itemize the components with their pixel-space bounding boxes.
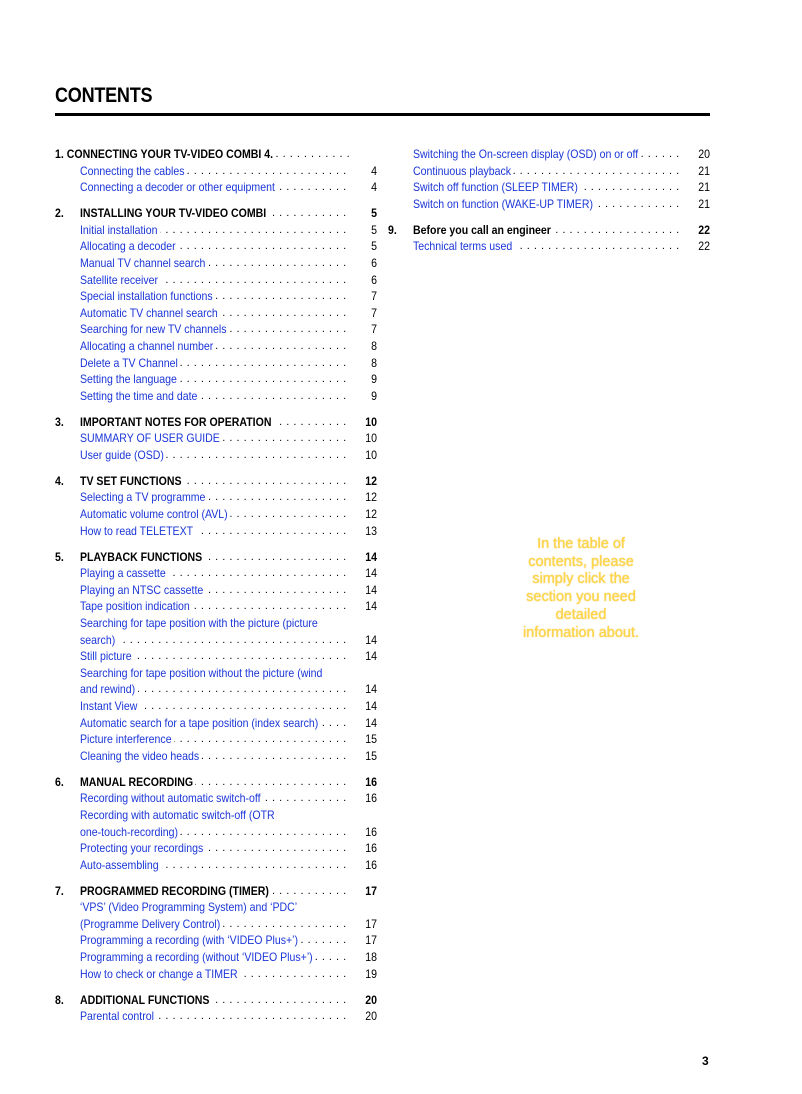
entry-page-number: 18: [358, 949, 377, 966]
entry-leader: [80, 615, 377, 632]
entry-page-number: 6: [358, 272, 377, 289]
entry-title[interactable]: Programming a recording (with ‘VIDEO Plus+’): [80, 932, 301, 949]
entry-leader: [80, 582, 377, 599]
entry-page-number: 5: [358, 238, 377, 255]
entry-leader: [80, 916, 377, 933]
entry-title[interactable]: Still picture: [80, 648, 134, 665]
section-number: 2.: [55, 206, 64, 221]
entry-page-number: 14: [358, 582, 377, 599]
entry-leader: [80, 840, 377, 857]
entry-page-number: 7: [358, 321, 377, 338]
section-number: 3.: [55, 414, 64, 429]
section-heading[interactable]: [55, 473, 377, 490]
entry-page-number: 17: [358, 883, 377, 900]
entry-leader: [80, 790, 377, 807]
entry-page-number: 8: [358, 338, 377, 355]
section-number: 5.: [55, 549, 64, 564]
entry-title[interactable]: Automatic TV channel search: [80, 305, 220, 322]
toc-entry[interactable]: [55, 305, 377, 322]
entry-leader: [80, 807, 377, 824]
entry-page-number: 14: [358, 681, 377, 698]
entry-page-number: 16: [358, 824, 377, 841]
entry-page-number: 14: [358, 648, 377, 665]
page-number: 3: [702, 1054, 709, 1068]
entry-page-number: 12: [358, 473, 377, 490]
entry-title[interactable]: PROGRAMMED RECORDING (TIMER): [80, 883, 272, 900]
entry-leader: [80, 447, 377, 464]
toc-entry[interactable]: [55, 665, 377, 682]
entry-leader: [80, 288, 377, 305]
entry-page-number: 4: [358, 179, 377, 196]
entry-leader: [80, 932, 377, 949]
entry-page-number: 12: [358, 506, 377, 523]
entry-title[interactable]: search): [80, 632, 118, 649]
toc-entry[interactable]: [55, 966, 377, 983]
toc-entry[interactable]: [55, 932, 377, 949]
toc-entry[interactable]: [55, 790, 377, 807]
entry-leader: [413, 222, 710, 239]
entry-title[interactable]: Playing an NTSC cassette: [80, 582, 206, 599]
entry-title[interactable]: Setting the language: [80, 371, 180, 388]
contents-left-column: [55, 146, 377, 1025]
contents-right-column: [388, 146, 710, 255]
entry-page-number: 16: [358, 774, 377, 791]
entry-leader: [80, 305, 377, 322]
entry-title[interactable]: Connecting a decoder or other equipment: [80, 179, 278, 196]
entry-leader: [55, 146, 377, 163]
section-heading[interactable]: [55, 549, 377, 566]
entry-title[interactable]: Searching for tape position with the picture (picture: [80, 615, 320, 632]
entry-title[interactable]: Setting the time and date: [80, 388, 200, 405]
entry-page-number: 20: [691, 146, 710, 163]
entry-page-number: 14: [358, 632, 377, 649]
entry-page-number: 14: [358, 598, 377, 615]
entry-title[interactable]: Switch off function (SLEEP TIMER): [413, 179, 581, 196]
toc-entry[interactable]: [388, 196, 710, 213]
toc-entry[interactable]: [55, 949, 377, 966]
entry-title[interactable]: SUMMARY OF USER GUIDE: [80, 430, 222, 447]
entry-page-number: 9: [358, 371, 377, 388]
toc-entry[interactable]: [55, 238, 377, 255]
toc-entry[interactable]: [55, 1008, 377, 1025]
entry-page-number: 21: [691, 196, 710, 213]
section-heading[interactable]: [55, 414, 377, 431]
toc-entry[interactable]: [55, 632, 377, 649]
section-number: 4.: [55, 473, 64, 488]
toc-entry[interactable]: [55, 288, 377, 305]
toc-entry[interactable]: [55, 648, 377, 665]
toc-entry[interactable]: [388, 179, 710, 196]
entry-leader: [413, 163, 710, 180]
entry-title[interactable]: User guide (OSD): [80, 447, 167, 464]
entry-leader: [80, 883, 377, 900]
entry-leader: [80, 731, 377, 748]
toc-entry[interactable]: [55, 388, 377, 405]
entry-leader: [413, 146, 710, 163]
entry-page-number: 16: [358, 840, 377, 857]
entry-title[interactable]: Technical terms used: [413, 238, 515, 255]
toc-entry[interactable]: [55, 824, 377, 841]
page-title: CONTENTS: [55, 84, 153, 107]
entry-page-number: 16: [358, 790, 377, 807]
entry-title[interactable]: Switch on function (WAKE-UP TIMER): [413, 196, 596, 213]
entry-title[interactable]: Before you call an engineer: [413, 222, 554, 239]
entry-title[interactable]: PLAYBACK FUNCTIONS: [80, 549, 205, 566]
entry-title[interactable]: Delete a TV Channel: [80, 355, 180, 372]
section-heading[interactable]: [55, 774, 377, 791]
toc-entry[interactable]: [55, 582, 377, 599]
entry-title[interactable]: Searching for tape position without the picture (wind: [80, 665, 325, 682]
toc-entry[interactable]: [55, 698, 377, 715]
toc-entry[interactable]: [55, 731, 377, 748]
entry-title[interactable]: Programming a recording (without ‘VIDEO Plus+’): [80, 949, 315, 966]
entry-page-number: 15: [358, 731, 377, 748]
toc-entry[interactable]: [55, 506, 377, 523]
section-heading[interactable]: [55, 883, 377, 900]
entry-title[interactable]: Allocating a channel number: [80, 338, 216, 355]
entry-title[interactable]: Special installation functions: [80, 288, 215, 305]
toc-entry[interactable]: [55, 807, 377, 824]
toc-entry[interactable]: [55, 523, 377, 540]
entry-title[interactable]: How to check or change a TIMER: [80, 966, 240, 983]
toc-entry[interactable]: [55, 748, 377, 765]
entry-leader: [80, 549, 377, 566]
entry-leader: [80, 899, 377, 916]
entry-page-number: 8: [358, 355, 377, 372]
entry-page-number: 19: [358, 966, 377, 983]
toc-entry[interactable]: [388, 146, 710, 163]
toc-entry[interactable]: [55, 857, 377, 874]
toc-entry[interactable]: [55, 681, 377, 698]
toc-entry[interactable]: [55, 840, 377, 857]
section-heading[interactable]: [55, 205, 377, 222]
entry-title[interactable]: MANUAL RECORDING: [80, 774, 196, 791]
entry-leader: [80, 255, 377, 272]
toc-entry[interactable]: [55, 355, 377, 372]
entry-leader: [413, 196, 710, 213]
entry-title[interactable]: Instant View: [80, 698, 140, 715]
entry-leader: [80, 179, 377, 196]
entry-leader: [80, 205, 377, 222]
entry-title[interactable]: Continuous playback: [413, 163, 514, 180]
entry-leader: [80, 321, 377, 338]
entry-title[interactable]: Selecting a TV programme: [80, 489, 208, 506]
entry-page-number: 17: [358, 916, 377, 933]
entry-leader: [80, 338, 377, 355]
entry-leader: [80, 598, 377, 615]
entry-page-number: 14: [358, 565, 377, 582]
toc-entry[interactable]: [55, 899, 377, 916]
toc-entry[interactable]: [55, 430, 377, 447]
toc-entry[interactable]: [55, 565, 377, 582]
entry-page-number: 13: [358, 523, 377, 540]
toc-entry[interactable]: [55, 489, 377, 506]
entry-title[interactable]: Protecting your recordings: [80, 840, 206, 857]
entry-leader: [80, 966, 377, 983]
entry-leader: [80, 648, 377, 665]
entry-leader: [80, 698, 377, 715]
entry-leader: [80, 355, 377, 372]
entry-leader: [80, 857, 377, 874]
entry-leader: [80, 665, 377, 682]
entry-leader: [80, 473, 377, 490]
entry-page-number: 10: [358, 447, 377, 464]
entry-page-number: 20: [358, 1008, 377, 1025]
section-number: 6.: [55, 774, 64, 789]
entry-leader: [80, 992, 377, 1009]
entry-title[interactable]: one-touch-recording): [80, 824, 181, 841]
entry-title[interactable]: TV SET FUNCTIONS: [80, 473, 184, 490]
entry-leader: [80, 1008, 377, 1025]
entry-title[interactable]: Initial installation: [80, 222, 160, 239]
entry-leader: [80, 715, 377, 732]
entry-page-number: 20: [358, 992, 377, 1009]
toc-entry[interactable]: [388, 163, 710, 180]
entry-page-number: 7: [358, 305, 377, 322]
entry-title[interactable]: Tape position indication: [80, 598, 192, 615]
entry-title[interactable]: IMPORTANT NOTES FOR OPERATION: [80, 414, 274, 431]
entry-page-number: 14: [358, 715, 377, 732]
section-number: 9.: [388, 222, 397, 237]
entry-title[interactable]: Recording without automatic switch-off: [80, 790, 263, 807]
entry-page-number: 5: [358, 222, 377, 239]
entry-leader: [80, 824, 377, 841]
entry-leader: [80, 748, 377, 765]
toc-entry[interactable]: [55, 272, 377, 289]
entry-title[interactable]: ADDITIONAL FUNCTIONS: [80, 992, 212, 1009]
entry-leader: [80, 371, 377, 388]
entry-title[interactable]: Manual TV channel search: [80, 255, 208, 272]
entry-leader: [80, 632, 377, 649]
entry-page-number: 17: [358, 932, 377, 949]
entry-leader: [413, 179, 710, 196]
entry-page-number: 15: [358, 748, 377, 765]
entry-page-number: 14: [358, 698, 377, 715]
entry-title[interactable]: Parental control: [80, 1008, 157, 1025]
section-number: 8.: [55, 992, 64, 1007]
toc-entry[interactable]: [55, 371, 377, 388]
entry-page-number: 16: [358, 857, 377, 874]
entry-title[interactable]: Searching for new TV channels: [80, 321, 229, 338]
entry-title[interactable]: ‘VPS’ (Video Programming System) and ‘PDC’: [80, 899, 300, 916]
entry-leader: [80, 238, 377, 255]
toc-entry[interactable]: [388, 238, 710, 255]
entry-leader: [80, 565, 377, 582]
entry-page-number: 4: [358, 163, 377, 180]
entry-title[interactable]: Playing a cassette: [80, 565, 168, 582]
entry-page-number: 21: [691, 163, 710, 180]
entry-page-number: 10: [358, 430, 377, 447]
entry-leader: [80, 414, 377, 431]
entry-title[interactable]: 1. CONNECTING YOUR TV-VIDEO COMBI 4.: [55, 146, 276, 163]
entry-page-number: 7: [358, 288, 377, 305]
entry-leader: [80, 523, 377, 540]
toc-entry[interactable]: [55, 222, 377, 239]
toc-entry[interactable]: [55, 715, 377, 732]
toc-entry[interactable]: [55, 163, 377, 180]
toc-entry[interactable]: [55, 598, 377, 615]
entry-page-number: 14: [358, 549, 377, 566]
toc-entry[interactable]: [55, 615, 377, 632]
entry-page-number: 12: [358, 489, 377, 506]
entry-title[interactable]: Satellite receiver: [80, 272, 161, 289]
entry-leader: [80, 774, 377, 791]
title-rule: [55, 113, 710, 116]
entry-title[interactable]: INSTALLING YOUR TV-VIDEO COMBI: [80, 205, 269, 222]
entry-page-number: 5: [358, 205, 377, 222]
entry-page-number: 22: [691, 222, 710, 239]
entry-leader: [80, 681, 377, 698]
entry-title[interactable]: Cleaning the video heads: [80, 748, 202, 765]
entry-page-number: 10: [358, 414, 377, 431]
entry-title[interactable]: Auto-assembling: [80, 857, 161, 874]
entry-leader: [80, 489, 377, 506]
section-heading[interactable]: [388, 222, 710, 239]
toc-entry[interactable]: [55, 255, 377, 272]
entry-title[interactable]: Automatic volume control (AVL): [80, 506, 230, 523]
toc-entry[interactable]: [55, 321, 377, 338]
section-heading[interactable]: [55, 146, 377, 163]
entry-page-number: 22: [691, 238, 710, 255]
entry-title[interactable]: (Programme Delivery Control): [80, 916, 223, 933]
entry-leader: [80, 430, 377, 447]
entry-leader: [413, 238, 710, 255]
click-instruction-note: In the table of contents, please simply click the section you need detailed information about.: [522, 536, 640, 641]
entry-page-number: 21: [691, 179, 710, 196]
section-number: 7.: [55, 883, 64, 898]
toc-entry[interactable]: [55, 447, 377, 464]
entry-title[interactable]: Recording with automatic switch-off (OTR: [80, 807, 277, 824]
entry-leader: [80, 222, 377, 239]
entry-page-number: 6: [358, 255, 377, 272]
entry-title[interactable]: Switching the On-screen display (OSD) on or off: [413, 146, 641, 163]
entry-title[interactable]: Picture interference: [80, 731, 174, 748]
entry-leader: [80, 163, 377, 180]
entry-page-number: 9: [358, 388, 377, 405]
entry-leader: [80, 949, 377, 966]
entry-title[interactable]: How to read TELETEXT: [80, 523, 196, 540]
entry-title[interactable]: Allocating a decoder: [80, 238, 178, 255]
toc-entry[interactable]: [55, 338, 377, 355]
toc-entry[interactable]: [55, 179, 377, 196]
entry-leader: [80, 272, 377, 289]
toc-entry[interactable]: [55, 916, 377, 933]
entry-title[interactable]: Connecting the cables: [80, 163, 187, 180]
section-heading[interactable]: [55, 992, 377, 1009]
entry-leader: [80, 506, 377, 523]
entry-title[interactable]: and rewind): [80, 681, 138, 698]
entry-leader: [80, 388, 377, 405]
entry-title[interactable]: Automatic search for a tape position (index search): [80, 715, 321, 732]
